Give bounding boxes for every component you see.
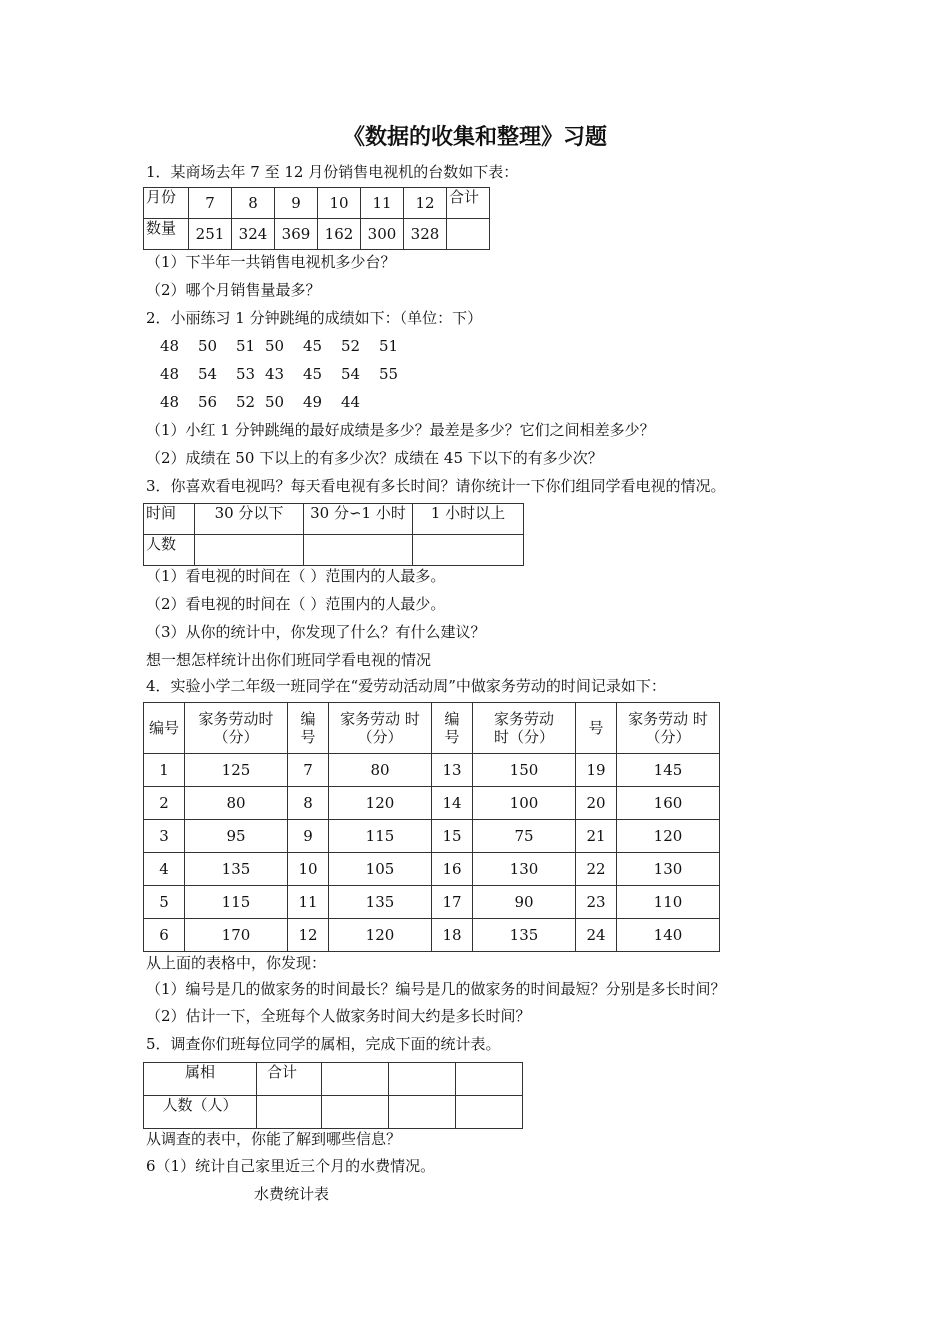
q1-cell: 8 [232, 188, 275, 219]
q5-cell [257, 1096, 322, 1129]
q4-cell: 22 [576, 853, 617, 886]
q4-header-cell [185, 703, 288, 754]
q1-cell: 162 [318, 219, 361, 250]
q4-header-text: 时（分） [493, 728, 554, 746]
q1-cell: 9 [275, 188, 318, 219]
q4-cell: 120 [617, 820, 720, 853]
q2-score: 45 [303, 337, 323, 355]
q3-sub2: （2）看电视的时间在（ ）范围内的人最少。 [146, 595, 446, 613]
q2-score: 49 [303, 393, 323, 411]
q3-cell: 30 分∽1 小时 [304, 504, 413, 535]
q4-cell: 105 [329, 853, 432, 886]
q2-score: 44 [341, 393, 361, 411]
q4-cell: 3 [144, 820, 185, 853]
q5-cell [322, 1063, 389, 1096]
q1-cell: 7 [189, 188, 232, 219]
q4-cell: 24 [576, 919, 617, 952]
q1-cell [447, 219, 490, 250]
q4-cell: 21 [576, 820, 617, 853]
q4-header-text: 编 [444, 710, 460, 728]
q2-score: 53 [236, 365, 256, 383]
q4-header-cell [473, 703, 576, 754]
q1-cell: 328 [404, 219, 447, 250]
q5-cell [389, 1063, 456, 1096]
q1-cell: 12 [404, 188, 447, 219]
q5-cell: 属相 [144, 1063, 257, 1096]
q4-cell: 5 [144, 886, 185, 919]
q4-header-text: （分） [213, 728, 259, 746]
q4-cell: 16 [432, 853, 473, 886]
q2-score: 50 [265, 393, 285, 411]
q4-cell: 12 [288, 919, 329, 952]
q4-cell: 80 [329, 754, 432, 787]
q4-table [143, 702, 720, 952]
q4-header-text: 家务劳动 时 [340, 710, 420, 728]
q5-table [143, 1062, 523, 1129]
q4-cell: 14 [432, 787, 473, 820]
q3-cell [304, 535, 413, 566]
q4-header-cell: 编号 [144, 703, 185, 754]
q4-header-text: 编 [300, 710, 316, 728]
q2-score: 52 [236, 393, 256, 411]
q4-cell: 150 [473, 754, 576, 787]
q4-cell: 23 [576, 886, 617, 919]
q2-score: 51 [236, 337, 256, 355]
q2-score: 50 [265, 337, 285, 355]
q4-header-cell: 号 [576, 703, 617, 754]
q4-cell: 135 [329, 886, 432, 919]
q2-score: 54 [341, 365, 361, 383]
q5-cell: 人数（人） [144, 1096, 257, 1129]
q4-header-cell [432, 703, 473, 754]
q3-cell: 1 小时以上 [413, 504, 524, 535]
q4-header-text: 号 [300, 728, 316, 746]
q4-cell: 110 [617, 886, 720, 919]
q2-score: 50 [198, 337, 218, 355]
q2-sub1: （1）小红 1 分钟跳绳的最好成绩是多少？最差是多少？它们之间相差多少？ [146, 421, 655, 439]
q2-score: 48 [160, 393, 180, 411]
q3-cell: 30 分以下 [195, 504, 304, 535]
q1-table [143, 187, 490, 250]
q4-cell: 13 [432, 754, 473, 787]
q1-cell: 369 [275, 219, 318, 250]
q4-cell: 19 [576, 754, 617, 787]
q4-cell: 130 [617, 853, 720, 886]
q4-cell: 7 [288, 754, 329, 787]
q4-cell: 145 [617, 754, 720, 787]
q4-header-text: （分） [357, 728, 403, 746]
q3-sub3: （3）从你的统计中，你发现了什么？有什么建议？ [146, 623, 486, 641]
q4-cell: 140 [617, 919, 720, 952]
q5-cell: 合计 [257, 1063, 322, 1096]
q2-score: 48 [160, 337, 180, 355]
q3-cell: 时间 [144, 504, 195, 535]
q4-cell: 2 [144, 787, 185, 820]
q5-cell [322, 1096, 389, 1129]
q4-cell: 6 [144, 919, 185, 952]
q2-score: 56 [198, 393, 218, 411]
q4-cell: 115 [185, 886, 288, 919]
q4-cell: 9 [288, 820, 329, 853]
q3-table [143, 503, 524, 566]
q3-stem: 3．你喜欢看电视吗？每天看电视有多长时间？请你统计一下你们组同学看电视的情况。 [146, 477, 726, 495]
q3-sub1: （1）看电视的时间在（ ）范围内的人最多。 [146, 567, 446, 585]
q4-cell: 100 [473, 787, 576, 820]
q4-cell: 8 [288, 787, 329, 820]
q1-cell: 10 [318, 188, 361, 219]
q4-cell: 20 [576, 787, 617, 820]
q1-cell: 324 [232, 219, 275, 250]
q4-cell: 135 [473, 919, 576, 952]
q4-cell: 11 [288, 886, 329, 919]
q2-score: 54 [198, 365, 218, 383]
q5-cell [456, 1063, 523, 1096]
q1-cell: 11 [361, 188, 404, 219]
q5-cell [456, 1096, 523, 1129]
q5-after: 从调查的表中，你能了解到哪些信息？ [146, 1130, 402, 1148]
q3-note: 想一想怎样统计出你们班同学看电视的情况 [146, 651, 432, 669]
q4-cell: 80 [185, 787, 288, 820]
q4-cell: 130 [473, 853, 576, 886]
q4-header-cell [288, 703, 329, 754]
q4-cell: 75 [473, 820, 576, 853]
q4-cell: 15 [432, 820, 473, 853]
page-title: 《数据的收集和整理》习题 [342, 124, 607, 150]
q4-cell: 17 [432, 886, 473, 919]
q1-cell: 251 [189, 219, 232, 250]
q1-cell: 300 [361, 219, 404, 250]
q4-header-text: 号 [444, 728, 460, 746]
q2-sub2: （2）成绩在 50 下以上的有多少次？成绩在 45 下以下的有多少次？ [146, 449, 603, 467]
q4-cell: 115 [329, 820, 432, 853]
q2-score: 55 [379, 365, 399, 383]
q4-cell: 4 [144, 853, 185, 886]
q2-score: 45 [303, 365, 323, 383]
q1-sub2: （2）哪个月销售量最多？ [146, 281, 321, 299]
q2-score: 48 [160, 365, 180, 383]
q4-cell: 1 [144, 754, 185, 787]
q6-caption: 水费统计表 [254, 1185, 330, 1203]
q4-cell: 120 [329, 919, 432, 952]
q1-cell: 数量 [144, 219, 189, 250]
q4-header-cell [617, 703, 720, 754]
q4-cell: 18 [432, 919, 473, 952]
q4-cell: 120 [329, 787, 432, 820]
q4-header-text: 家务劳动 [493, 710, 554, 728]
q5-cell [389, 1096, 456, 1129]
q3-cell [413, 535, 524, 566]
q4-cell: 135 [185, 853, 288, 886]
q1-cell: 合计 [447, 188, 490, 219]
q4-header-text: 家务劳动时 [198, 710, 274, 728]
q4-header-text: 家务劳动 时 [628, 710, 708, 728]
q4-cell: 170 [185, 919, 288, 952]
q5-stem: 5．调查你们班每位同学的属相，完成下面的统计表。 [146, 1035, 501, 1053]
q6-stem: 6（1）统计自己家里近三个月的水费情况。 [146, 1157, 436, 1175]
q4-cell: 95 [185, 820, 288, 853]
q4-cell: 125 [185, 754, 288, 787]
q4-after: 从上面的表格中，你发现： [146, 954, 327, 972]
q4-sub2: （2）估计一下，全班每个人做家务时间大约是多长时间？ [146, 1007, 531, 1025]
q2-score: 43 [265, 365, 285, 383]
q4-stem: 4．实验小学二年级一班同学在“爱劳动活动周”中做家务劳动的时间记录如下： [146, 677, 666, 695]
q4-header-cell [329, 703, 432, 754]
q4-cell: 90 [473, 886, 576, 919]
q3-cell [195, 535, 304, 566]
q3-cell: 人数 [144, 535, 195, 566]
q2-score: 52 [341, 337, 361, 355]
q1-stem: 1．某商场去年 7 至 12 月份销售电视机的台数如下表： [146, 163, 519, 181]
q1-cell: 月份 [144, 188, 189, 219]
q4-cell: 160 [617, 787, 720, 820]
q2-score: 51 [379, 337, 399, 355]
q4-cell: 10 [288, 853, 329, 886]
q2-stem: 2．小丽练习 1 分钟跳绳的成绩如下：（单位：下） [146, 309, 483, 327]
q1-sub1: （1）下半年一共销售电视机多少台？ [146, 253, 396, 271]
q4-sub1: （1）编号是几的做家务的时间最长？编号是几的做家务的时间最短？分别是多长时间？ [146, 980, 726, 998]
q4-header-text: （分） [645, 728, 691, 746]
